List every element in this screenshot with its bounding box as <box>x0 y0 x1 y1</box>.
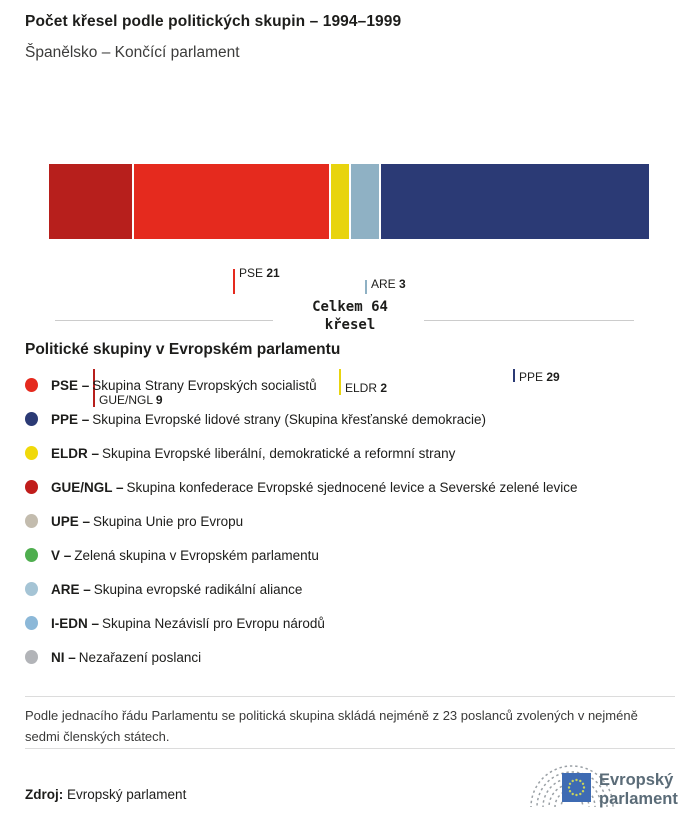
legend-dot-v <box>25 548 38 562</box>
legend <box>25 368 675 674</box>
bar-segment-eldr[interactable] <box>331 164 350 239</box>
source-label: Zdroj: <box>25 787 64 802</box>
legend-desc: Skupina Strany Evropských socialistů <box>92 377 317 393</box>
legend-dot-i-edn <box>25 616 38 630</box>
logo-wordmark: Evropský parlament <box>599 771 678 808</box>
legend-item-gue-ngl <box>25 470 675 504</box>
legend-abbr: ELDR – <box>51 445 100 461</box>
legend-item-pse <box>25 368 675 402</box>
page-title: Počet křesel podle politických skupin – 1994–1999 <box>25 13 402 30</box>
bar-label-group: PSE <box>239 266 264 280</box>
legend-desc: Nezařazení poslanci <box>78 649 202 665</box>
legend-desc: Zelená skupina v Evropském parlamentu <box>74 547 319 563</box>
bar-label-group: GUE/NGL <box>99 393 153 407</box>
legend-item-upe <box>25 504 675 538</box>
legend-item-v <box>25 538 675 572</box>
source-value: Evropský parlament <box>67 787 187 802</box>
legend-dot-ni <box>25 650 38 664</box>
bar-label-seats: 3 <box>399 277 406 291</box>
legend-desc: Skupina Nezávislí pro Evropu národů <box>102 615 325 631</box>
legend-abbr: PSE – <box>51 377 90 393</box>
bar-segment-gue-ngl[interactable] <box>49 164 132 239</box>
legend-item-eldr <box>25 436 675 470</box>
bar-segment-are[interactable] <box>351 164 379 239</box>
legend-desc: Skupina Unie pro Evropu <box>93 513 244 529</box>
footnote: Podle jednacího řádu Parlamentu se politická skupina skládá nejméně z 23 poslanců zvolených v nejméně sedmi členských státech. <box>25 708 638 744</box>
legend-abbr: NI – <box>51 649 76 665</box>
legend-desc: Skupina evropské radikální aliance <box>93 581 303 597</box>
legend-dot-ppe <box>25 412 38 426</box>
legend-desc: Skupina Evropské lidové strany (Skupina křesťanské demokracie) <box>92 411 487 427</box>
total-seats-line1: Celkem 64 <box>312 299 388 315</box>
bar-label-group: ARE <box>371 277 396 291</box>
legend-dot-pse <box>25 378 38 392</box>
bar-label-seats: 9 <box>155 393 163 407</box>
legend-abbr: ARE – <box>51 581 91 597</box>
bar-label-seats: 29 <box>546 370 560 384</box>
eu-flag-icon <box>562 773 591 802</box>
source-line <box>25 787 186 802</box>
legend-item-ppe <box>25 402 675 436</box>
legend-abbr: PPE – <box>51 411 90 427</box>
divider-top <box>25 696 675 697</box>
european-parliament-logo <box>527 760 679 814</box>
legend-dot-upe <box>25 514 38 528</box>
total-seats-line2: křesel <box>324 317 376 333</box>
legend-heading: Politické skupiny v Evropském parlamentu <box>25 341 341 358</box>
bar-label-seats: 2 <box>380 381 388 395</box>
legend-item-i-edn <box>25 606 675 640</box>
total-seats-block <box>0 298 700 344</box>
legend-dot-gue-ngl <box>25 480 38 494</box>
divider-bottom <box>25 748 675 749</box>
bar-segment-ppe[interactable] <box>381 164 649 239</box>
stacked-bar <box>49 164 649 239</box>
legend-desc: Skupina konfederace Evropské sjednocené levice a Severské zelené levice <box>126 479 578 495</box>
bar-segment-pse[interactable] <box>134 164 328 239</box>
legend-dot-are <box>25 582 38 596</box>
legend-dot-eldr <box>25 446 38 460</box>
legend-abbr: UPE – <box>51 513 91 529</box>
legend-item-ni <box>25 640 675 674</box>
legend-abbr: V – <box>51 547 72 563</box>
bar-label-seats: 21 <box>266 266 280 280</box>
tick-line <box>365 280 367 294</box>
legend-item-are <box>25 572 675 606</box>
total-seats-label <box>0 298 700 334</box>
bar-label-group: PPE <box>519 370 544 384</box>
legend-abbr: I-EDN – <box>51 615 100 631</box>
bar-label-group: ELDR <box>345 381 378 395</box>
page-subtitle: Španělsko – Končící parlament <box>25 44 240 61</box>
tick-line <box>233 269 235 294</box>
legend-desc: Skupina Evropské liberální, demokratické a reformní strany <box>102 445 456 461</box>
legend-abbr: GUE/NGL – <box>51 479 124 495</box>
